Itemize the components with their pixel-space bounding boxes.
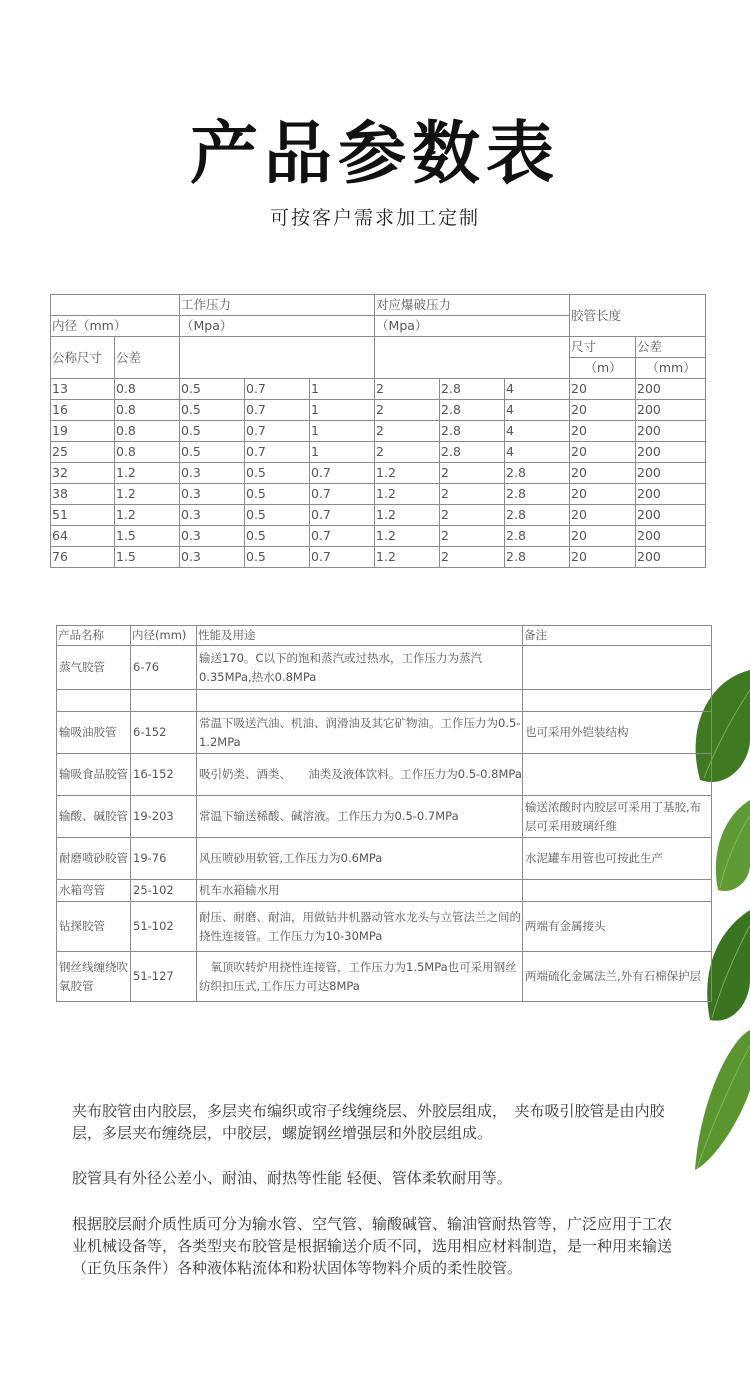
spec-cell: 1.2: [375, 526, 440, 547]
spec-cell: 20: [570, 505, 636, 526]
spec-header-length-tolerance-unit: （mm）: [636, 358, 706, 379]
product-cell-usage: 氧顶吹转炉用挠性连接管，工作压力为1.5MPa也可采用钢丝纺织扣压式,工作压力可达8MPa: [197, 952, 523, 1002]
spec-cell: 2.8: [505, 547, 570, 568]
spec-cell: 0.7: [245, 421, 310, 442]
product-table-body: [57, 646, 712, 1002]
product-row: [57, 952, 712, 1002]
spec-cell: 1.2: [115, 484, 180, 505]
spec-cell: 200: [636, 421, 706, 442]
spec-cell: 0.7: [245, 379, 310, 400]
product-cell-diameter: 16-152: [131, 754, 197, 796]
spec-cell: 76: [51, 547, 115, 568]
spec-table-body: [51, 379, 706, 568]
spec-cell: 1: [310, 442, 375, 463]
product-cell-usage: 风压喷砂用软管,工作压力为0.6MPa: [197, 838, 523, 880]
spec-cell: 1.2: [115, 505, 180, 526]
spec-cell: 2: [375, 379, 440, 400]
product-cell-name: 输吸油胶管: [57, 712, 131, 754]
product-cell-name: 耐磨喷砂胶管: [57, 838, 131, 880]
product-cell-diameter: 6-76: [131, 646, 197, 690]
spec-cell: 2: [440, 547, 505, 568]
spec-cell: 2: [375, 442, 440, 463]
spec-cell: 4: [505, 379, 570, 400]
product-row: [57, 902, 712, 952]
spec-cell: 0.5: [180, 421, 245, 442]
spec-cell: 2.8: [440, 442, 505, 463]
spec-cell: 20: [570, 379, 636, 400]
spec-cell: 20: [570, 421, 636, 442]
product-cell-diameter: 6-152: [131, 712, 197, 754]
spec-cell: 2: [440, 526, 505, 547]
spec-header-size-unit: （m）: [570, 358, 636, 379]
spec-header-tolerance: 公差: [115, 337, 180, 379]
spec-cell: 4: [505, 442, 570, 463]
product-cell-note: 两端有金属接头: [523, 902, 712, 952]
spec-table: [50, 294, 706, 568]
spec-cell: 2: [375, 421, 440, 442]
spec-header-blank-work: [180, 337, 375, 379]
product-cell-name: 蒸气胶管: [57, 646, 131, 690]
spec-cell: 20: [570, 400, 636, 421]
spec-cell: 0.3: [180, 526, 245, 547]
product-cell-usage: 吸引奶类、酒类、 油类及液体饮料。工作压力为0.5-0.8MPa: [197, 754, 523, 796]
spec-cell: 0.5: [180, 442, 245, 463]
spec-header-nominal-size: 公称尺寸: [51, 337, 115, 379]
spec-cell: 1.2: [375, 463, 440, 484]
spec-cell: 200: [636, 547, 706, 568]
spec-cell: 2.8: [505, 484, 570, 505]
product-cell-usage: 常温下输送稀酸、碱溶液。工作压力为0.5-0.7MPa: [197, 796, 523, 838]
spec-cell: 51: [51, 505, 115, 526]
product-cell-note: 输送浓酸时内胶层可采用丁基胶,布层可采用玻璃纤维: [523, 796, 712, 838]
spec-row: [51, 547, 706, 568]
spec-row: [51, 442, 706, 463]
spec-cell: 2.8: [505, 526, 570, 547]
spec-cell: 200: [636, 400, 706, 421]
product-cell-note: [523, 880, 712, 902]
spec-cell: 200: [636, 505, 706, 526]
spec-header-burst-pressure: 对应爆破压力: [375, 295, 570, 316]
spec-cell: 25: [51, 442, 115, 463]
spec-cell: 0.5: [245, 463, 310, 484]
product-cell-diameter: 51-102: [131, 902, 197, 952]
spec-cell: 32: [51, 463, 115, 484]
spec-cell: 20: [570, 547, 636, 568]
spec-header-blank-burst: [375, 337, 570, 379]
page-title: 产品参数表: [189, 115, 560, 194]
product-cell-usage: 常温下吸送汽油、机油、润滑油及其它矿物油。工作压力为0.5-1.2MPa: [197, 712, 523, 754]
product-row: [57, 838, 712, 880]
description-paragraph-2: 胶管具有外径公差小、耐油、耐热等性能 轻便、管体柔软耐用等。: [72, 1169, 512, 1187]
product-cell-note: 也可采用外铠装结构: [523, 712, 712, 754]
spec-cell: 1.5: [115, 526, 180, 547]
spec-row: [51, 400, 706, 421]
spec-cell: 2: [440, 505, 505, 526]
spec-cell: 0.7: [245, 400, 310, 421]
spec-row: [51, 505, 706, 526]
spec-cell: 0.3: [180, 547, 245, 568]
product-cell-name: 输吸食品胶管: [57, 754, 131, 796]
spec-header-mpa-work: （Mpa）: [180, 316, 375, 337]
spec-cell: 2: [440, 484, 505, 505]
product-header-note: 备注: [523, 626, 712, 646]
spec-header-inner-diameter: 内径（mm）: [51, 316, 180, 337]
product-header-row: [57, 626, 712, 646]
spec-cell: 200: [636, 379, 706, 400]
spec-cell: 38: [51, 484, 115, 505]
spec-cell: 4: [505, 400, 570, 421]
spec-cell: 0.7: [310, 526, 375, 547]
product-cell-diameter: 51-127: [131, 952, 197, 1002]
spec-cell: 1.2: [115, 463, 180, 484]
product-cell-diameter: [131, 690, 197, 712]
spec-row: [51, 526, 706, 547]
spec-cell: 2.8: [440, 379, 505, 400]
spec-header-row-3: [51, 337, 706, 358]
spec-cell: 200: [636, 442, 706, 463]
spec-row: [51, 463, 706, 484]
spec-row: [51, 379, 706, 400]
spec-cell: 0.8: [115, 379, 180, 400]
product-row: [57, 690, 712, 712]
spec-cell: 0.5: [245, 505, 310, 526]
product-row: [57, 712, 712, 754]
spec-cell: 0.5: [245, 526, 310, 547]
spec-header-length-tolerance: 公差: [636, 337, 706, 358]
product-cell-diameter: 19-203: [131, 796, 197, 838]
product-table: [56, 625, 712, 1002]
spec-cell: 20: [570, 442, 636, 463]
product-cell-usage: 机车水箱输水用: [197, 880, 523, 902]
spec-cell: 4: [505, 421, 570, 442]
product-cell-usage: 耐压、耐磨、耐油，用做钻井机器动管水龙头与立管法兰之间的挠性连接管。工作压力为10-30MPa: [197, 902, 523, 952]
product-header-diameter: 内径(mm): [131, 626, 197, 646]
product-cell-diameter: 19-76: [131, 838, 197, 880]
product-cell-note: [523, 690, 712, 712]
spec-header-hose-length: 胶管长度: [570, 295, 706, 337]
spec-cell: 13: [51, 379, 115, 400]
spec-header-row-1: [51, 295, 706, 316]
product-cell-name: 水箱弯管: [57, 880, 131, 902]
spec-cell: 0.7: [310, 463, 375, 484]
product-cell-name: 钻探胶管: [57, 902, 131, 952]
spec-cell: 2: [440, 463, 505, 484]
product-cell-usage: [197, 690, 523, 712]
page-subtitle: 可按客户需求加工定制: [269, 207, 480, 229]
spec-cell: 200: [636, 463, 706, 484]
spec-cell: 200: [636, 484, 706, 505]
spec-header-mpa-burst: （Mpa）: [375, 316, 570, 337]
spec-cell: 0.3: [180, 484, 245, 505]
spec-cell: 1.2: [375, 547, 440, 568]
product-cell-name: 输酸、碱胶管: [57, 796, 131, 838]
spec-cell: 19: [51, 421, 115, 442]
spec-cell: 64: [51, 526, 115, 547]
product-cell-note: [523, 646, 712, 690]
spec-cell: 2.8: [440, 421, 505, 442]
spec-cell: 1: [310, 379, 375, 400]
description-paragraph-3: 根据胶层耐介质性质可分为输水管、空气管、输酸碱管、输油管耐热管等，广泛应用于工农业机械设备等，各类型夹布胶管是根据输送介质不同，选用相应材料制造，是一种用来输送（正负压条件）各种液体粘流体和粉状固体等物料介质的柔性胶管。: [72, 1215, 673, 1277]
spec-cell: 16: [51, 400, 115, 421]
spec-cell: 20: [570, 526, 636, 547]
product-header-name: 产品名称: [57, 626, 131, 646]
spec-cell: 0.5: [245, 484, 310, 505]
product-cell-diameter: 25-102: [131, 880, 197, 902]
spec-header-blank: [51, 295, 180, 316]
spec-row: [51, 421, 706, 442]
product-row: [57, 796, 712, 838]
spec-cell: 2.8: [505, 463, 570, 484]
spec-cell: 2.8: [505, 505, 570, 526]
spec-cell: 0.7: [245, 442, 310, 463]
spec-cell: 0.7: [310, 484, 375, 505]
description-paragraph-1: 夹布胶管由内胶层，多层夹布编织或帘子线缠绕层、外胶层组成， 夹布吸引胶管是由内胶层，多层夹布缠绕层，中胶层，螺旋钢丝增强层和外胶层组成。: [72, 1102, 665, 1142]
spec-cell: 0.7: [310, 547, 375, 568]
product-cell-usage: 输送170。C以下的饱和蒸汽或过热水，工作压力为蒸汽0.35MPa,热水0.8MPa: [197, 646, 523, 690]
spec-cell: 1: [310, 400, 375, 421]
product-row: [57, 646, 712, 690]
spec-cell: 1.2: [375, 505, 440, 526]
spec-cell: 0.8: [115, 442, 180, 463]
product-cell-name: 钢丝线缠绕吹氧胶管: [57, 952, 131, 1002]
spec-row: [51, 484, 706, 505]
spec-cell: 0.5: [180, 379, 245, 400]
spec-cell: 0.8: [115, 421, 180, 442]
spec-cell: 20: [570, 463, 636, 484]
spec-header-work-pressure: 工作压力: [180, 295, 375, 316]
spec-cell: 20: [570, 484, 636, 505]
spec-cell: 2: [375, 400, 440, 421]
spec-cell: 2.8: [440, 400, 505, 421]
spec-header-size: 尺寸: [570, 337, 636, 358]
spec-cell: 1.5: [115, 547, 180, 568]
spec-cell: 0.8: [115, 400, 180, 421]
product-cell-note: [523, 754, 712, 796]
spec-cell: 0.3: [180, 463, 245, 484]
spec-cell: 1: [310, 421, 375, 442]
product-header-usage: 性能及用途: [197, 626, 523, 646]
product-row: [57, 880, 712, 902]
spec-cell: 0.5: [245, 547, 310, 568]
spec-cell: 0.3: [180, 505, 245, 526]
product-cell-note: 水泥罐车用管也可按此生产: [523, 838, 712, 880]
product-cell-note: 两端硫化金属法兰,外有石棉保护层: [523, 952, 712, 1002]
product-row: [57, 754, 712, 796]
spec-cell: 0.7: [310, 505, 375, 526]
spec-cell: 1.2: [375, 484, 440, 505]
spec-cell: 200: [636, 526, 706, 547]
spec-cell: 0.5: [180, 400, 245, 421]
product-cell-name: [57, 690, 131, 712]
